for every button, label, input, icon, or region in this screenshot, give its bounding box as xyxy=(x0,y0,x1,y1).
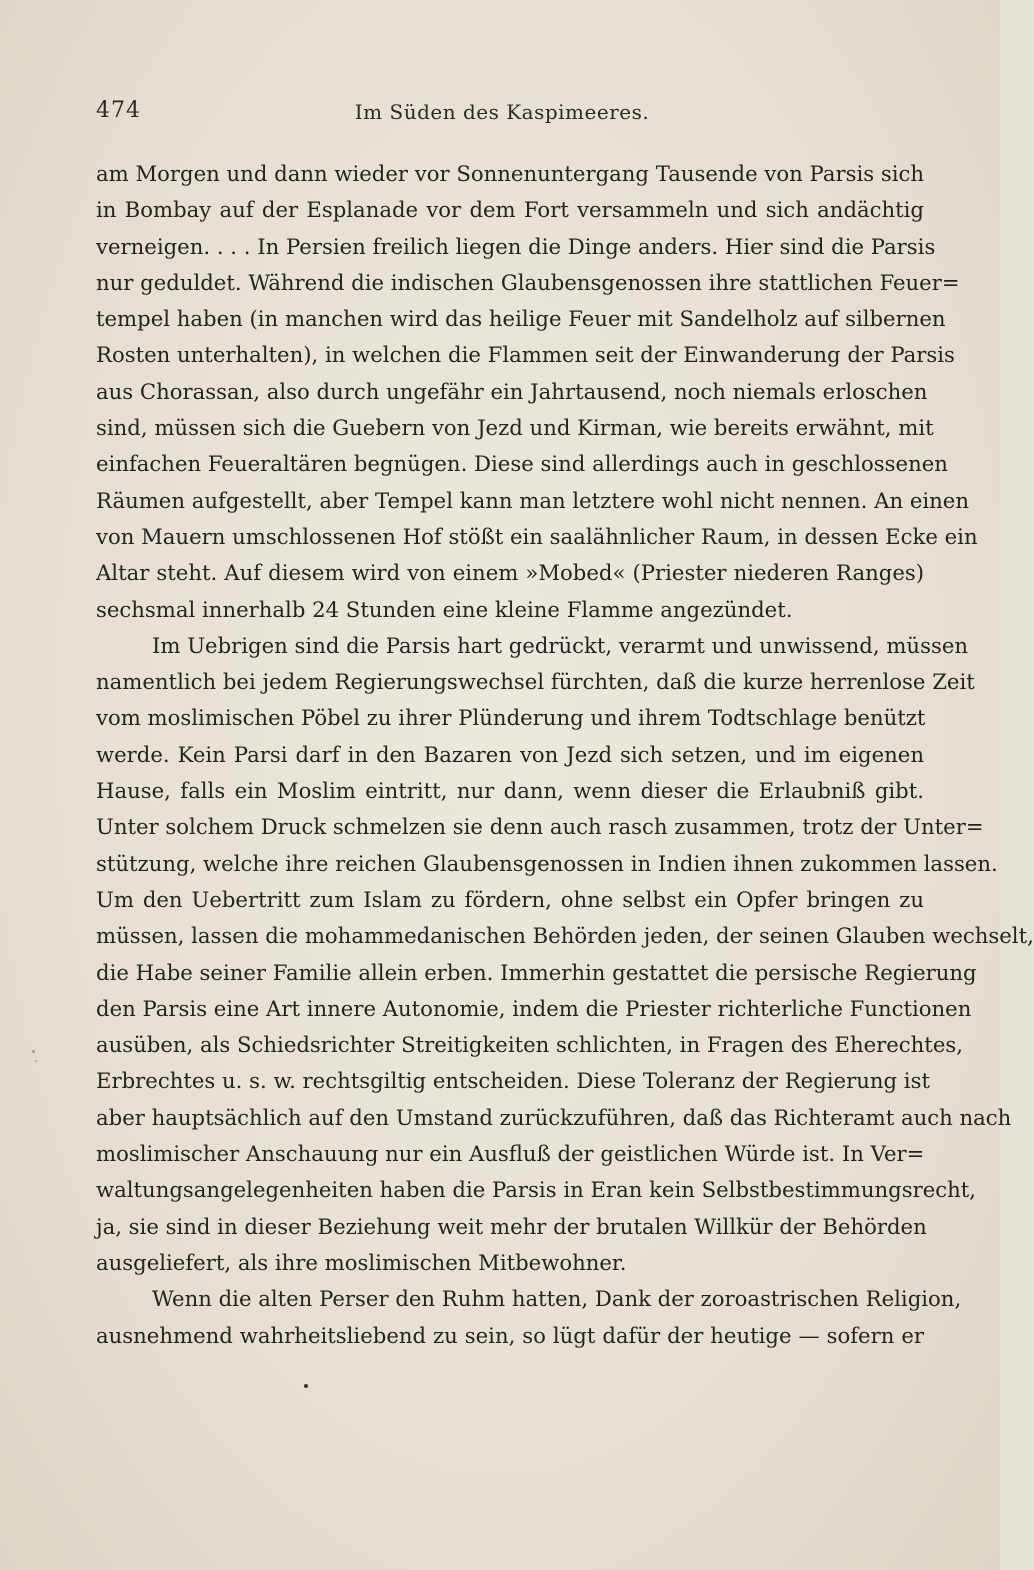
text-line: Rosten unterhalten), in welchen die Flammen seit der Einwanderung der Parsis xyxy=(96,342,955,368)
text-line: waltungsangelegenheiten haben die Parsis in Eran kein Selbstbestimmungsrecht, xyxy=(96,1177,976,1203)
text-line: moslimischer Anschauung nur ein Ausfluß der geistlichen Würde ist. In Ver= xyxy=(96,1141,925,1167)
text-line: aber hauptsächlich auf den Umstand zurückzuführen, daß das Richteramt auch nach xyxy=(96,1104,1012,1130)
body-text xyxy=(96,156,1034,1354)
text-line: vom moslimischen Pöbel zu ihrer Plünderung und ihrem Todtschlage benützt xyxy=(96,705,926,731)
text-line: Im Uebrigen sind die Parsis hart gedrückt, verarmt und unwissend, müssen xyxy=(152,632,969,658)
text-line: ausüben, als Schiedsrichter Streitigkeiten schlichten, in Fragen des Eherechtes, xyxy=(96,1032,963,1058)
text-line: einfachen Feueraltären begnügen. Diese sind allerdings auch in geschlossenen xyxy=(96,451,948,477)
text-line: in Bombay auf der Esplanade vor dem Fort versammeln und sich andächtig xyxy=(96,197,924,223)
page-header xyxy=(96,98,908,134)
text-line: die Habe seiner Familie allein erben. Immerhin gestattet die persische Regierung xyxy=(96,959,977,985)
text-line: Um den Uebertritt zum Islam zu fördern, ohne selbst ein Opfer bringen zu xyxy=(96,886,924,912)
text-line: aus Chorassan, also durch ungefähr ein Jahrtausend, noch niemals erloschen xyxy=(96,378,928,404)
text-line: stützung, welche ihre reichen Glaubensgenossen in Indien ihnen zukommen lassen. xyxy=(96,850,998,876)
text-line: Erbrechtes u. s. w. rechtsgiltig entscheiden. Diese Toleranz der Regierung ist xyxy=(96,1068,930,1094)
text-line: tempel haben (in manchen wird das heilige Feuer mit Sandelholz auf silbernen xyxy=(96,306,946,332)
paragraph-2 xyxy=(96,628,1034,1281)
text-line: ausnehmend wahrheitsliebend zu sein, so lügt dafür der heutige — sofern er xyxy=(96,1322,924,1348)
text-line: Unter solchem Druck schmelzen sie denn auch rasch zusammen, trotz der Unter= xyxy=(96,814,984,840)
ink-speck xyxy=(304,1384,308,1388)
ink-speck xyxy=(32,1050,35,1053)
text-line: Altar steht. Auf diesem wird von einem »Mobed« (Priester niederen Ranges) xyxy=(96,560,924,586)
text-line: von Mauern umschlossenen Hof stößt ein saalähnlicher Raum, in dessen Ecke ein xyxy=(96,523,978,549)
text-line: Räumen aufgestellt, aber Tempel kann man letztere wohl nicht nennen. An einen xyxy=(96,487,969,513)
text-line: am Morgen und dann wieder vor Sonnenuntergang Tausende von Parsis sich xyxy=(96,161,924,186)
text-line: verneigen. . . . In Persien freilich liegen die Dinge anders. Hier sind die Parsis xyxy=(96,233,936,259)
text-line: sind, müssen sich die Guebern von Jezd und Kirman, wie bereits erwähnt, mit xyxy=(96,415,934,441)
text-line: namentlich bei jedem Regierungswechsel fürchten, daß die kurze herrenlose Zeit xyxy=(96,669,975,695)
text-line: werde. Kein Parsi darf in den Bazaren von Jezd sich setzen, und im eigenen xyxy=(96,741,924,767)
text-line: den Parsis eine Art innere Autonomie, indem die Priester richterliche Functionen xyxy=(96,995,972,1021)
paragraph-3 xyxy=(96,1281,962,1354)
text-line: ausgeliefert, als ihre moslimischen Mitbewohner. xyxy=(96,1249,627,1275)
paragraph-1 xyxy=(96,156,978,628)
text-line: nur geduldet. Während die indischen Glaubensgenossen ihre stattlichen Feuer= xyxy=(96,269,960,295)
ink-speck xyxy=(35,1060,37,1062)
page-number: 474 xyxy=(96,98,141,123)
text-line: ja, sie sind in dieser Beziehung weit mehr der brutalen Willkür der Behörden xyxy=(96,1213,927,1239)
text-line: müssen, lassen die mohammedanischen Behörden jeden, der seinen Glauben wechselt, xyxy=(96,923,1034,949)
running-title: Im Süden des Kaspimeeres. xyxy=(354,100,650,124)
text-line: sechsmal innerhalb 24 Stunden eine kleine Flamme angezündet. xyxy=(96,596,793,622)
text-line: Wenn die alten Perser den Ruhm hatten, Dank der zoroastrischen Religion, xyxy=(152,1286,962,1312)
text-line: Hause, falls ein Moslim eintritt, nur dann, wenn dieser die Erlaubniß gibt. xyxy=(96,778,924,804)
